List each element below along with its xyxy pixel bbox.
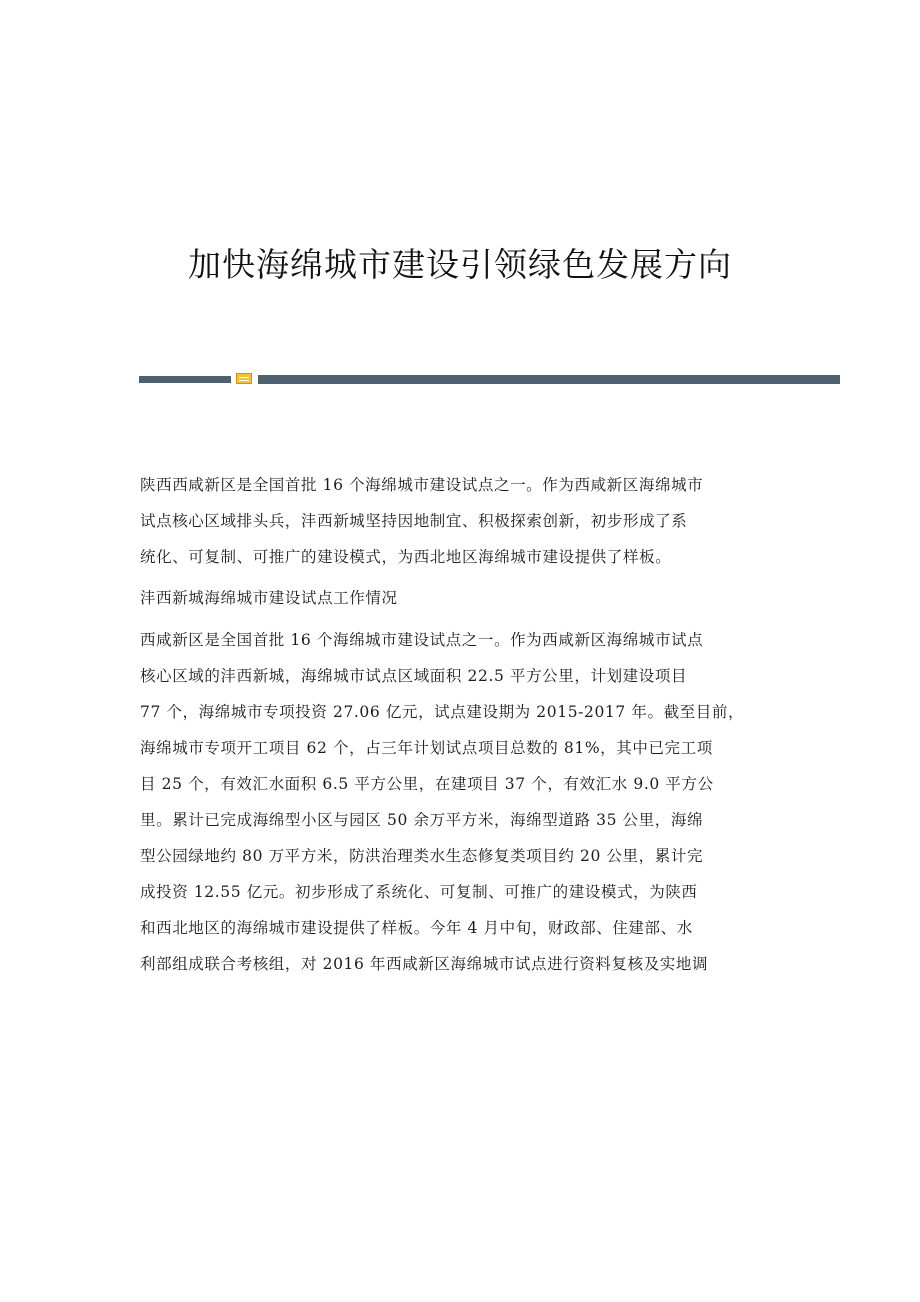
divider-left-bar <box>139 376 231 383</box>
paragraph-line: 统化、可复制、可推广的建设模式，为西北地区海绵城市建设提供了样板。 <box>140 548 672 566</box>
paragraph-line: 试点核心区域排头兵，沣西新城坚持因地制宜、积极探索创新，初步形成了系 <box>140 512 688 530</box>
paragraph-line: 西咸新区是全国首批 16 个海绵城市建设试点之一。作为西咸新区海绵城市试点 <box>140 631 704 649</box>
document-title: 加快海绵城市建设引领绿色发展方向 <box>188 245 732 285</box>
paragraph-line: 成投资 12.55 亿元。初步形成了系统化、可复制、可推广的建设模式，为陕西 <box>140 883 698 901</box>
paragraph-line: 陕西西咸新区是全国首批 16 个海绵城市建设试点之一。作为西咸新区海绵城市 <box>140 476 704 494</box>
paragraph-line: 海绵城市专项开工项目 62 个，占三年计划试点项目总数的 81%，其中已完工项 <box>140 739 713 757</box>
divider-right-bar <box>258 375 840 384</box>
paragraph-line: 里。累计已完成海绵型小区与园区 50 余万平方米，海绵型道路 35 公里，海绵 <box>140 811 704 829</box>
paragraph-line: 和西北地区的海绵城市建设提供了样板。今年 4 月中旬，财政部、住建部、水 <box>140 919 693 937</box>
body-paragraph <box>140 622 790 982</box>
section-heading: 沣西新城海绵城市建设试点工作情况 <box>140 589 398 607</box>
intro-paragraph <box>140 467 790 575</box>
document-body <box>140 467 790 982</box>
divider-emblem-icon <box>236 373 252 384</box>
paragraph-line: 利部组成联合考核组，对 2016 年西咸新区海绵城市试点进行资料复核及实地调 <box>140 955 709 973</box>
paragraph-line: 77 个，海绵城市专项投资 27.06 亿元，试点建设期为 2015-2017 年。截至目前， <box>140 703 745 721</box>
paragraph-line: 目 25 个，有效汇水面积 6.5 平方公里，在建项目 37 个，有效汇水 9.0 平方公 <box>140 775 714 793</box>
paragraph-line: 型公园绿地约 80 万平方米，防洪治理类水生态修复类项目约 20 公里，累计完 <box>140 847 704 865</box>
paragraph-line: 核心区域的沣西新城，海绵城市试点区域面积 22.5 平方公里，计划建设项目 <box>140 667 688 685</box>
